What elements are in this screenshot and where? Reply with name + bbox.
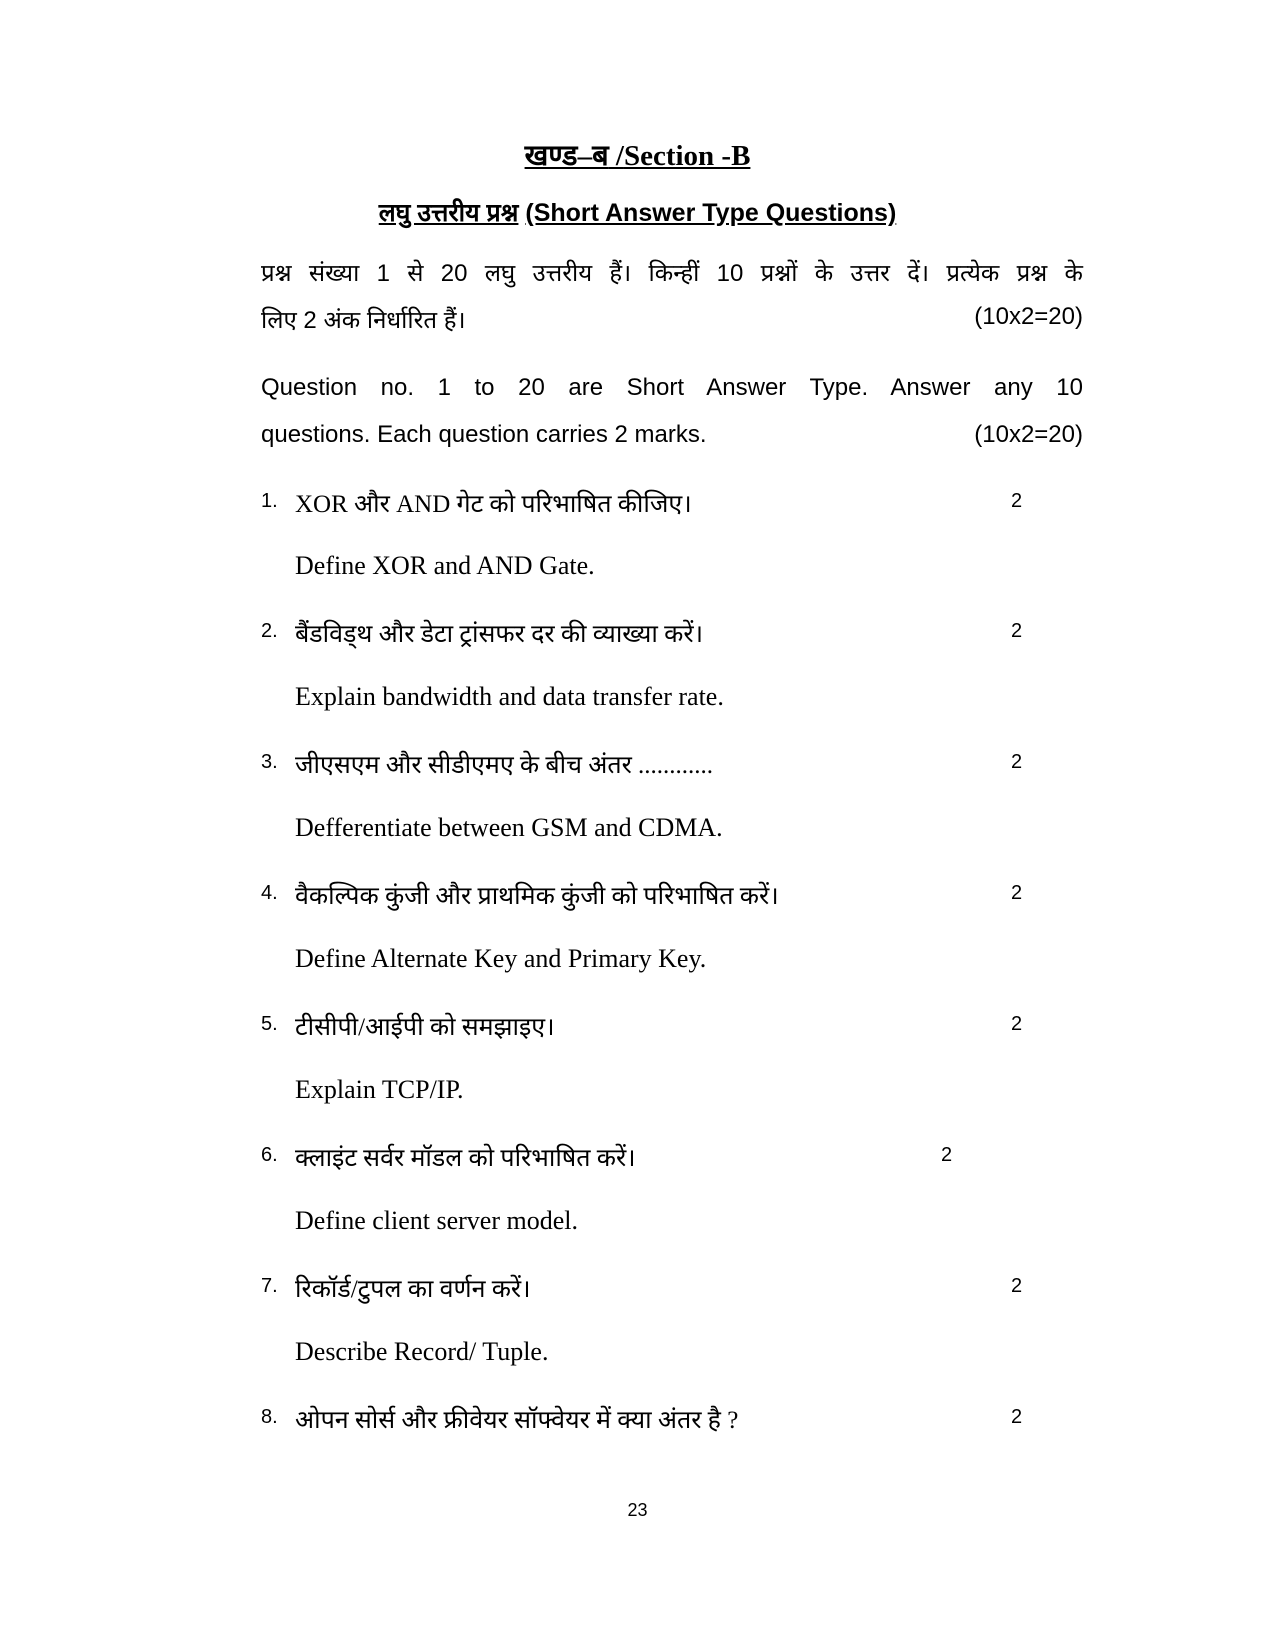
question-3-english: Defferentiate between GSM and CDMA.: [295, 813, 723, 842]
question-1: [261, 486, 1051, 522]
page-number: 23: [627, 1500, 648, 1520]
question-text-hindi: जीएसएम और सीडीएमए के बीच अंतर ............: [295, 752, 714, 779]
question-6: [261, 1140, 1051, 1176]
question-6-english: Define client server model.: [295, 1206, 578, 1235]
question-number: 3.: [261, 751, 278, 773]
instructions-hindi-marks: (10x2=20): [974, 303, 1083, 330]
section-title-hindi: खण्ड–ब: [524, 140, 609, 172]
subtitle-english: (Short Answer Type Questions): [525, 199, 897, 227]
question-7: [261, 1271, 1051, 1307]
instructions-english-line2-row: [261, 421, 1083, 449]
question-2: [261, 616, 1051, 652]
question-marks: 2: [1011, 882, 1023, 904]
question-text-hindi: वैकल्पिक कुंजी और प्राथमिक कुंजी को परिभाषित करें।: [295, 883, 779, 910]
question-1-english: Define XOR and AND Gate.: [295, 551, 595, 580]
question-text-hindi: रिकॉर्ड/टुपल का वर्णन करें।: [295, 1276, 531, 1303]
section-title: [0, 138, 1275, 174]
question-number: 7.: [261, 1275, 278, 1297]
question-marks: 2: [941, 1144, 953, 1166]
question-8: [261, 1402, 1051, 1438]
question-4: [261, 878, 1051, 914]
question-number: 5.: [261, 1013, 278, 1035]
question-marks: 2: [1011, 1013, 1023, 1035]
question-text-hindi: क्लाइंट सर्वर मॉडल को परिभाषित करें।: [295, 1145, 636, 1172]
question-5-english: Explain TCP/IP.: [295, 1075, 464, 1104]
instructions-hindi-line2-row: [261, 303, 1083, 336]
question-number: 8.: [261, 1406, 278, 1428]
question-text-hindi: ओपन सोर्स और फ्रीवेयर सॉफ्वेयर में क्या अंतर है ?: [295, 1407, 739, 1434]
question-marks: 2: [1011, 490, 1023, 512]
section-title-separator: /: [608, 140, 624, 172]
question-number: 4.: [261, 882, 278, 904]
question-5: [261, 1009, 1051, 1045]
question-marks: 2: [1011, 1275, 1023, 1297]
subtitle-hindi: लघु उत्तरीय प्रश्न: [378, 199, 519, 227]
section-title-english: Section -B: [623, 140, 751, 172]
question-2-english: Explain bandwidth and data transfer rate.: [295, 682, 724, 711]
instructions-english-marks: (10x2=20): [974, 421, 1083, 448]
instructions-hindi-line2: लिए 2 अंक निर्धारित हैं।: [261, 307, 466, 334]
question-text-hindi: टीसीपी/आईपी को समझाइए।: [295, 1014, 555, 1041]
question-number: 6.: [261, 1144, 278, 1166]
instructions-hindi-line1: प्रश्न संख्या 1 से 20 लघु उत्तरीय हैं। किन्हीं 10 प्रश्नों के उत्तर दें। प्रत्येक प्रश्न के: [261, 260, 1083, 287]
question-7-english: Describe Record/ Tuple.: [295, 1337, 549, 1366]
question-text-hindi: बैंडविड्थ और डेटा ट्रांसफर दर की व्याख्या करें।: [295, 621, 704, 648]
instructions-english-line1: Question no. 1 to 20 are Short Answer Type. Answer any 10: [261, 374, 1083, 401]
question-number: 2.: [261, 620, 278, 642]
instructions-english-line2: questions. Each question carries 2 marks.: [261, 421, 707, 448]
question-3: [261, 747, 1051, 783]
section-subtitle: [0, 196, 1275, 230]
question-text-hindi: XOR और AND गेट को परिभाषित कीजिए।: [295, 491, 692, 518]
question-marks: 2: [1011, 620, 1023, 642]
question-marks: 2: [1011, 1406, 1023, 1428]
question-4-english: Define Alternate Key and Primary Key.: [295, 944, 707, 973]
question-marks: 2: [1011, 751, 1023, 773]
question-number: 1.: [261, 490, 278, 512]
